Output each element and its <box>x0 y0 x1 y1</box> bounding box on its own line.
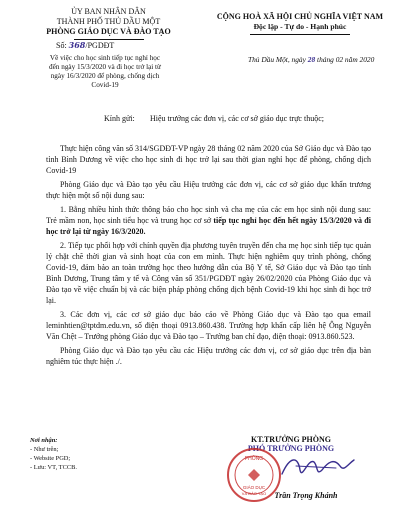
issuer-line-2: THÀNH PHỐ THỦ DẦU MỘT <box>56 17 161 26</box>
subject-line-4: Covid-19 <box>91 81 119 89</box>
national-title: CỘNG HOÀ XÃ HỘI CHỦ NGHĨA VIỆT NAM <box>216 12 384 21</box>
subject-line-2: đến ngày 15/3/2020 và đi học trở lại từ <box>49 63 161 71</box>
body-paragraph-5: 3. Các đơn vị, các cơ sở giáo dục báo cáo về Phòng Giáo dục và Đào tạo qua email leminhtien@tptdm.edu.vn, số điện thoại 0913.860.438. Trường hợp khẩn cấp liên hệ Ông Nguyễn Văn Chệt – Trưởng phòng Giáo dục và Đào tạo – Trưởng ban chỉ đạo, điện thoại: 0913.860.523. <box>46 310 371 341</box>
recipients-item-1: - Như trên; <box>30 446 59 453</box>
date-suffix: tháng 02 năm 2020 <box>317 55 375 64</box>
signer-name: Trần Trọng Khánh <box>274 491 338 500</box>
recipients-list <box>30 436 77 472</box>
body-paragraph-3 <box>46 204 371 237</box>
subject-line-1: Về việc cho học sinh tiếp tục nghỉ học <box>49 54 161 62</box>
body-paragraph-4: 2. Tiếp tục phối hợp với chính quyền địa phương tuyên truyền đến cha mẹ học sinh tiếp tục quản lý chặt chẽ thời gian và sinh hoạt của con em mình. Thực hiện nghiêm quy trình phòng, chống Covid-19, đảm bảo an toàn trường học theo hướng dẫn của Bộ Y tế, Sở Giáo dục và Đào tạo tỉnh Bình Dương, Trung tâm y tế và Công văn số 351/PGDĐT ngày 26/02/2020 của Phòng Giáo dục và Đào tạo về việc chuẩn bị và các biện pháp phòng chống dịch bệnh Covid-19 khi học sinh đi học trở lại. <box>46 241 371 305</box>
recipient-text: Hiệu trưởng các đơn vị, các cơ sở giáo dục trực thuộc; <box>150 114 324 123</box>
body-paragraph-3-bold: tiếp tục nghỉ học đến hết ngày 15/3/2020 và đi học trở lại từ ngày 16/3/2020. <box>46 216 371 236</box>
date-line <box>248 55 374 64</box>
motto-underline <box>250 34 350 35</box>
recipients-item-2: - Website PGD; <box>30 455 71 462</box>
document-number-value: 368 <box>68 40 86 50</box>
signature-position: PHÓ TRƯỞNG PHÒNG <box>247 444 335 453</box>
document-number <box>56 40 114 51</box>
body-paragraph-1: Thực hiện công văn số 314/SGDĐT-VP ngày 28 tháng 02 năm 2020 của Sở Giáo dục và Đào tạo tỉnh Bình Dương về việc cho học sinh đi học trở lại sau thời gian nghỉ học để phòng, chống dịch Covid-19 <box>46 144 371 175</box>
issuer-line-1: ỦY BAN NHÂN DÂN <box>71 7 146 16</box>
national-header <box>216 12 384 35</box>
body-paragraph-3-text: 1. Bằng nhiều hình thức thông báo cho học sinh và cha mẹ của các em học sinh nội dung sau: Trẻ mầm non, học sinh tiểu học và trung học cơ sở <box>46 205 371 225</box>
date-prefix: Thủ Dầu Một, ngày <box>248 55 306 64</box>
issuer-header <box>26 7 191 40</box>
recipient-label: Kính gửi: <box>104 114 135 123</box>
subject-line-3: ngày 16/3/2020 để phòng, chống dịch <box>50 72 160 80</box>
national-motto: Độc lập - Tự do - Hạnh phúc <box>253 22 347 31</box>
recipients-title: Nơi nhận: <box>30 437 58 444</box>
issuer-line-3: PHÒNG GIÁO DỤC VÀ ĐÀO TẠO <box>46 27 171 36</box>
document-number-suffix: /PGDĐT <box>85 41 115 50</box>
official-seal-icon <box>226 447 282 503</box>
document-number-prefix: Số: <box>56 41 67 50</box>
letter-body <box>46 143 371 370</box>
body-paragraph-6: Phòng Giáo dục và Đào tạo yêu cầu các Hiệu trưởng các đơn vị, cơ sở giáo dục trên địa bàn nghiêm túc thực hiện ./. <box>46 346 371 366</box>
seal-text-bot: VÀ ĐÀO TẠO <box>241 491 267 496</box>
seal-text-mid: GIÁO DỤC <box>242 485 266 490</box>
handwritten-signature-icon <box>278 452 358 482</box>
signature-authority: KT.TRƯỞNG PHÒNG <box>251 435 331 444</box>
date-day: 28 <box>307 55 316 64</box>
document-subject <box>30 54 180 90</box>
body-paragraph-2: Phòng Giáo dục và Đào tạo yêu cầu Hiệu trưởng các đơn vị, các cơ sở giáo dục khẩn trương thực hiện một số nội dung sau: <box>46 180 371 200</box>
seal-text-top: PHÒNG <box>244 456 264 462</box>
recipients-item-3: - Lưu: VT, TCCB. <box>30 464 77 471</box>
